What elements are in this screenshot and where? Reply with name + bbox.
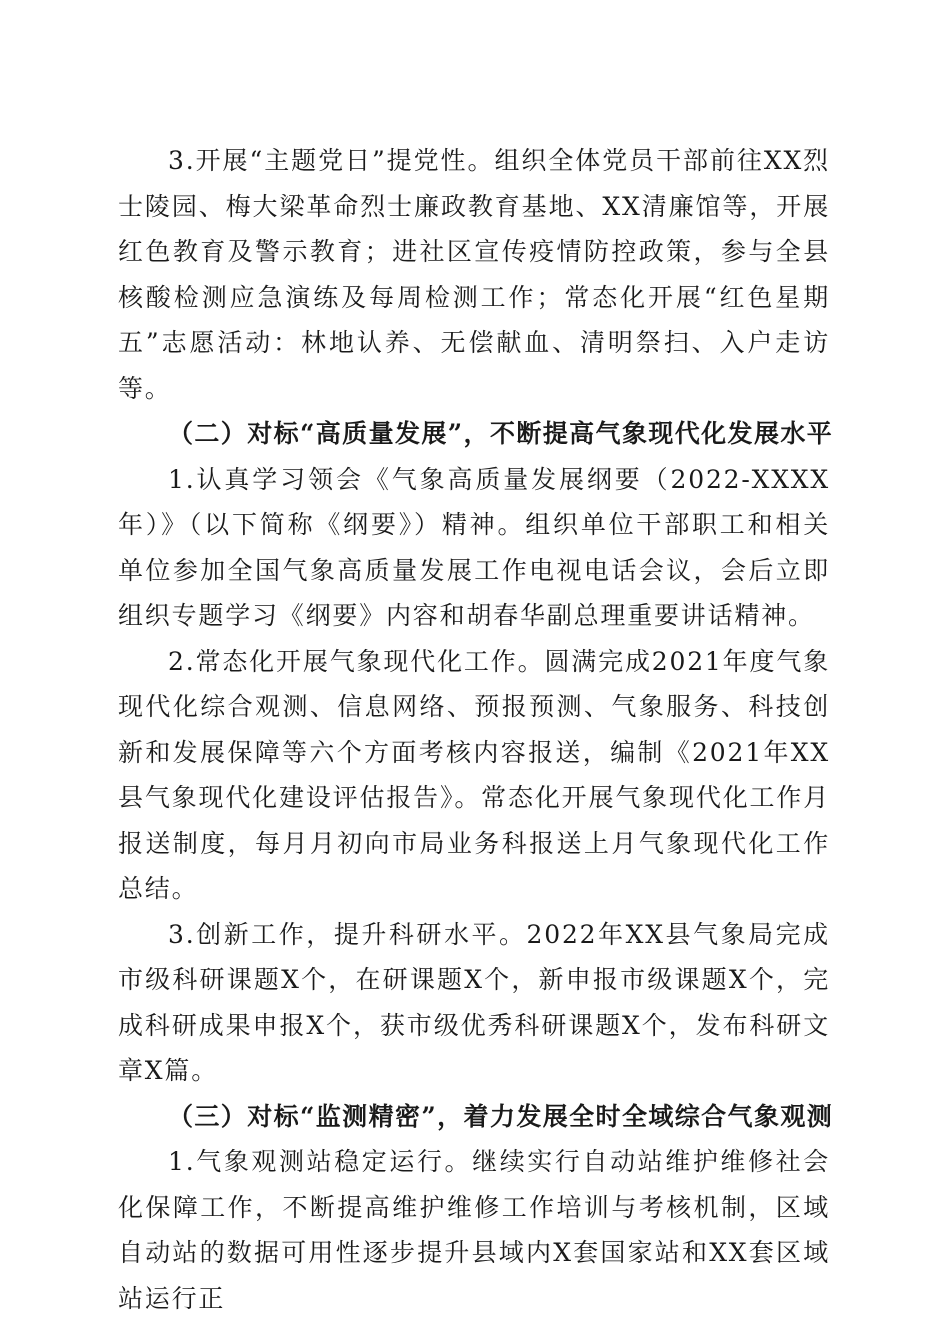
modernization-paragraph: 2.常态化开展气象现代化工作。圆满完成2021年度气象现代化综合观测、信息网络、预报预测、气象服务、科技创新和发展保障等六个方面考核内容报送，编制《2021年XX县气象现代化建设评估报告》。常态化开展气象现代化工作月报送制度，每月月初向市局业务科报送上月气象现代化工作总结。 (118, 646, 830, 903)
party-day-paragraph: 3.开展“主题党日”提党性。组织全体党员干部前往XX烈士陵园、梅大梁革命烈士廉政教育基地、XX清廉馆等，开展红色教育及警示教育；进社区宣传疫情防控政策，参与全县核酸检测应急演练及每周检测工作；常态化开展“红色星期五”志愿活动：林地认养、无偿献血、清明祭扫、入户走访等。 (118, 146, 830, 403)
section-2-heading: （二）对标“高质量发展”，不断提高气象现代化发展水平 (168, 419, 834, 448)
research-paragraph: 3.创新工作，提升科研水平。2022年XX县气象局完成市级科研课题X个，在研课题X个，新申报市级课题X个，完成科研成果申报X个，获市级优秀科研课题X个，发布科研文章X篇。 (118, 919, 830, 1085)
document-body (118, 138, 834, 1321)
observation-station-paragraph: 1.气象观测站稳定运行。继续实行自动站维护维修社会化保障工作，不断提高维护维修工作培训与考核机制，区域自动站的数据可用性逐步提升县域内X套国家站和XX套区域站运行正 (118, 1147, 830, 1313)
study-outline-paragraph: 1.认真学习领会《气象高质量发展纲要（2022-XXXX年）》（以下简称《纲要》）精神。组织单位干部职工和相关单位参加全国气象高质量发展工作电视电话会议，会后立即组织专题学习《纲要》内容和胡春华副总理重要讲话精神。 (118, 464, 830, 630)
section-3-heading: （三）对标“监测精密”，着力发展全时全域综合气象观测 (168, 1101, 834, 1131)
